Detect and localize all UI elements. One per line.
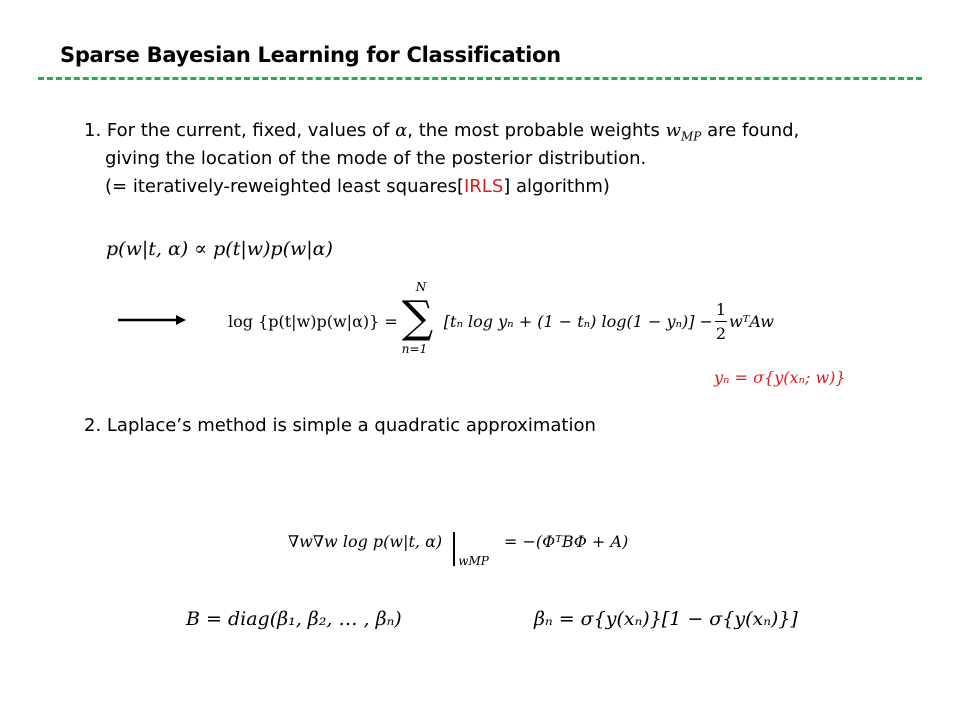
item1-line3-text-a: (= iteratively-reweighted least squares[: [105, 176, 464, 197]
b-matrix-equation: B = diag(β₁, β₂, … , βₙ): [186, 608, 402, 630]
log-posterior-equation: [228, 280, 774, 357]
w-mp-subscript: MP: [681, 129, 702, 144]
item1-line3: [105, 176, 610, 197]
one-half-fraction: [715, 300, 727, 343]
hessian-rhs: = −(ΦᵀBΦ + A): [503, 532, 629, 551]
posterior-equation: p(w|t, α) ∝ p(t|w)p(w|α): [106, 238, 333, 260]
item1-line1-text-a: 1. For the current, fixed, values of: [84, 120, 396, 141]
eval-subscript: wMP: [458, 554, 489, 569]
hessian-equation: [288, 532, 629, 569]
frac-numerator: 1: [715, 299, 727, 319]
irls-highlight: IRLS: [463, 176, 504, 197]
log-lhs: log {p(t|w)p(w|α)} =: [228, 311, 398, 331]
title-divider: [38, 77, 922, 80]
evaluation-bar: [453, 532, 455, 566]
slide-title: Sparse Bayesian Learning for Classification: [60, 43, 561, 67]
summation-symbol: N ∑ n=1: [401, 280, 434, 356]
w-symbol: w: [665, 120, 682, 141]
item2-text: 2. Laplace’s method is simple a quadratic approximation: [84, 415, 596, 436]
sum-upper-limit: N: [415, 280, 427, 294]
w-mp-symbol: [665, 120, 702, 144]
log-body: [tₙ log yₙ + (1 − tₙ) log(1 − yₙ)] −: [443, 311, 713, 331]
item1-line2: giving the location of the mode of the posterior distribution.: [105, 148, 647, 169]
hessian-lhs: ∇w∇w log p(w|t, α): [288, 532, 443, 551]
log-tail: wᵀAw: [728, 311, 774, 331]
item1-line1-text-b: , the most probable weights: [407, 120, 666, 141]
frac-denominator: 2: [715, 323, 727, 343]
sum-lower-limit: n=1: [401, 342, 428, 356]
beta-equation: βₙ = σ{y(xₙ)}[1 − σ{y(xₙ)}]: [534, 608, 798, 630]
item1-line3-text-b: ] algorithm): [503, 176, 610, 197]
yn-definition: yₙ = σ{y(xₙ; w)}: [714, 368, 846, 387]
item1-line1-text-c: are found,: [701, 120, 800, 141]
item1-line1: [84, 120, 799, 144]
alpha-symbol: α: [395, 120, 408, 141]
right-arrow-icon: [118, 312, 186, 328]
